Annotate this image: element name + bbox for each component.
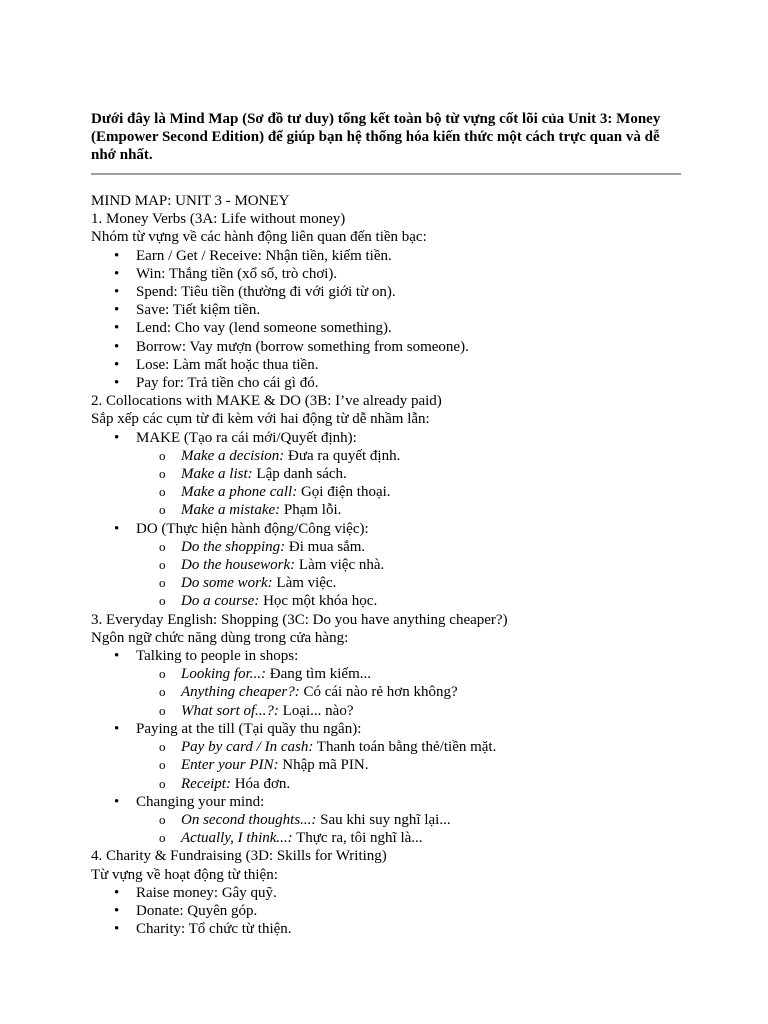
list-item-text: Lose: Làm mất hoặc thua tiền. bbox=[136, 356, 319, 373]
sub-list-item bbox=[91, 538, 681, 556]
vocab-term: Pay by card / In cash: bbox=[181, 739, 314, 756]
list-item-text: Donate: Quyên góp. bbox=[136, 902, 258, 919]
vocab-meaning: Thanh toán bằng thẻ/tiền mặt. bbox=[313, 739, 497, 756]
bullet-dot-icon: • bbox=[114, 902, 120, 919]
bullet-circle-icon: o bbox=[159, 684, 166, 700]
vocab-term: On second thoughts...: bbox=[181, 811, 317, 828]
sub-list-item bbox=[91, 702, 681, 720]
list-item bbox=[91, 247, 681, 265]
section-description: Nhóm từ vựng về các hành động liên quan đến tiền bạc: bbox=[91, 229, 427, 246]
vocab-term: Do the housework: bbox=[181, 557, 296, 574]
bullet-circle-icon: o bbox=[159, 593, 166, 609]
bullet-circle-icon: o bbox=[159, 775, 166, 791]
vocab-meaning: Loại... nào? bbox=[278, 702, 354, 719]
list-item-text: Earn / Get / Receive: Nhận tiền, kiếm tiền. bbox=[136, 247, 392, 264]
vocab-meaning: Phạm lỗi. bbox=[280, 502, 342, 519]
list-item bbox=[91, 429, 681, 447]
bullet-dot-icon: • bbox=[114, 302, 120, 319]
bullet-circle-icon: o bbox=[159, 702, 166, 718]
bullet-circle-icon: o bbox=[159, 538, 166, 554]
sub-list-item bbox=[91, 683, 681, 701]
sub-list-item bbox=[91, 829, 681, 847]
vocab-meaning: Lập danh sách. bbox=[252, 466, 347, 483]
bullet-circle-icon: o bbox=[159, 666, 166, 682]
vocab-meaning: Làm việc. bbox=[272, 575, 337, 592]
vocab-meaning: Làm việc nhà. bbox=[295, 557, 385, 574]
vocab-term: Make a mistake: bbox=[181, 502, 281, 519]
vocab-term: Actually, I think...: bbox=[181, 830, 293, 847]
bullet-dot-icon: • bbox=[114, 320, 120, 337]
section-heading: 4. Charity & Fundraising (3D: Skills for Writing) bbox=[91, 848, 387, 865]
section-description: Ngôn ngữ chức năng dùng trong cửa hàng: bbox=[91, 629, 349, 646]
sub-list-item bbox=[91, 811, 681, 829]
list-item-text: Borrow: Vay mượn (borrow something from someone). bbox=[136, 338, 469, 355]
bullet-dot-icon: • bbox=[114, 429, 120, 446]
sub-list-item bbox=[91, 775, 681, 793]
sub-list-item bbox=[91, 756, 681, 774]
list-item-text: Charity: Tổ chức từ thiện. bbox=[136, 921, 292, 938]
sub-list-item bbox=[91, 738, 681, 756]
list-item bbox=[91, 283, 681, 301]
list-item-text: Save: Tiết kiệm tiền. bbox=[136, 302, 261, 319]
vocab-term: Do some work: bbox=[181, 575, 273, 592]
bullet-circle-icon: o bbox=[159, 466, 166, 482]
vocab-term: Do a course: bbox=[181, 593, 260, 610]
vocab-meaning: Học một khóa học. bbox=[259, 593, 378, 610]
list-item bbox=[91, 374, 681, 392]
list-item bbox=[91, 338, 681, 356]
list-item bbox=[91, 319, 681, 337]
bullet-circle-icon: o bbox=[159, 447, 166, 463]
list-item bbox=[91, 301, 681, 319]
spacer bbox=[91, 175, 681, 192]
bullet-dot-icon: • bbox=[114, 884, 120, 901]
list-item bbox=[91, 920, 681, 938]
sub-list-item bbox=[91, 556, 681, 574]
sub-list-item bbox=[91, 665, 681, 683]
bullet-dot-icon: • bbox=[114, 247, 120, 264]
bullet-dot-icon: • bbox=[114, 356, 120, 373]
bullet-dot-icon: • bbox=[114, 720, 120, 737]
vocab-meaning: Gọi điện thoại. bbox=[297, 484, 391, 501]
bullet-list bbox=[91, 647, 681, 847]
list-item bbox=[91, 265, 681, 283]
section-description: Từ vựng về hoạt động từ thiện: bbox=[91, 866, 278, 883]
vocab-meaning: Đi mua sắm. bbox=[285, 538, 366, 555]
bullet-circle-icon: o bbox=[159, 502, 166, 518]
list-item bbox=[91, 884, 681, 902]
vocab-term: Receipt: bbox=[181, 775, 231, 792]
vocab-term: Make a list: bbox=[181, 466, 253, 483]
bullet-circle-icon: o bbox=[159, 739, 166, 755]
bullet-dot-icon: • bbox=[114, 338, 120, 355]
group-label: Changing your mind: bbox=[136, 793, 265, 810]
group-label: DO (Thực hiện hành động/Công việc): bbox=[136, 520, 369, 537]
bullet-circle-icon: o bbox=[159, 557, 166, 573]
section-heading: 3. Everyday English: Shopping (3C: Do you have anything cheaper?) bbox=[91, 611, 508, 628]
list-item-text: Pay for: Trả tiền cho cái gì đó. bbox=[136, 375, 319, 392]
bullet-dot-icon: • bbox=[114, 921, 120, 938]
vocab-term: Enter your PIN: bbox=[181, 757, 279, 774]
section-description: Sắp xếp các cụm từ đi kèm với hai động từ dễ nhầm lẫn: bbox=[91, 411, 430, 428]
intro-paragraph: Dưới đây là Mind Map (Sơ đồ tư duy) tổng kết toàn bộ từ vựng cốt lõi của Unit 3: Money (Empower Second Edition) để giúp bạn hệ thống hóa kiến thức một cách trực quan và dễ nhớ nhất. bbox=[91, 111, 661, 163]
section-heading: 2. Collocations with MAKE & DO (3B: I’ve already paid) bbox=[91, 393, 442, 410]
bullet-circle-icon: o bbox=[159, 811, 166, 827]
list-item bbox=[91, 356, 681, 374]
bullet-list bbox=[91, 884, 681, 939]
vocab-meaning: Đưa ra quyết định. bbox=[284, 447, 401, 464]
bullet-circle-icon: o bbox=[159, 830, 166, 846]
bullet-dot-icon: • bbox=[114, 375, 120, 392]
vocab-term: Anything cheaper?: bbox=[181, 684, 300, 701]
bullet-circle-icon: o bbox=[159, 484, 166, 500]
bullet-dot-icon: • bbox=[114, 284, 120, 301]
list-item-text: Win: Thắng tiền (xổ số, trò chơi). bbox=[136, 265, 338, 282]
list-item-text: Lend: Cho vay (lend someone something). bbox=[136, 320, 392, 337]
list-item bbox=[91, 520, 681, 538]
group-label: Paying at the till (Tại quầy thu ngân): bbox=[136, 720, 362, 737]
vocab-meaning: Hóa đơn. bbox=[230, 775, 291, 792]
bullet-dot-icon: • bbox=[114, 265, 120, 282]
vocab-term: Make a decision: bbox=[181, 447, 285, 464]
bullet-dot-icon: • bbox=[114, 520, 120, 537]
vocab-meaning: Có cái nào rẻ hơn không? bbox=[299, 684, 458, 701]
document-page bbox=[91, 110, 681, 938]
list-item bbox=[91, 902, 681, 920]
sub-list-item bbox=[91, 574, 681, 592]
vocab-term: What sort of...?: bbox=[181, 702, 279, 719]
sub-list-item bbox=[91, 465, 681, 483]
vocab-term: Do the shopping: bbox=[181, 538, 286, 555]
section-heading: 1. Money Verbs (3A: Life without money) bbox=[91, 211, 346, 228]
bullet-dot-icon: • bbox=[114, 793, 120, 810]
sub-list-item bbox=[91, 592, 681, 610]
list-item-text: Raise money: Gây quỹ. bbox=[136, 884, 277, 901]
bullet-list bbox=[91, 429, 681, 611]
vocab-meaning: Sau khi suy nghĩ lại... bbox=[316, 811, 451, 828]
list-item bbox=[91, 647, 681, 665]
sub-list-item bbox=[91, 447, 681, 465]
bullet-dot-icon: • bbox=[114, 648, 120, 665]
bullet-circle-icon: o bbox=[159, 575, 166, 591]
group-label: MAKE (Tạo ra cái mới/Quyết định): bbox=[136, 429, 357, 446]
list-item bbox=[91, 793, 681, 811]
vocab-meaning: Thực ra, tôi nghĩ là... bbox=[292, 830, 423, 847]
vocab-meaning: Nhập mã PIN. bbox=[278, 757, 369, 774]
bullet-list bbox=[91, 247, 681, 393]
vocab-meaning: Đang tìm kiếm... bbox=[266, 666, 372, 683]
vocab-term: Looking for...: bbox=[181, 666, 267, 683]
vocab-term: Make a phone call: bbox=[181, 484, 298, 501]
sub-list-item bbox=[91, 501, 681, 519]
sub-list-item bbox=[91, 483, 681, 501]
group-label: Talking to people in shops: bbox=[136, 648, 299, 665]
list-item-text: Spend: Tiêu tiền (thường đi với giới từ on). bbox=[136, 284, 396, 301]
mind-map-title: MIND MAP: UNIT 3 - MONEY bbox=[91, 193, 290, 209]
bullet-circle-icon: o bbox=[159, 757, 166, 773]
list-item bbox=[91, 720, 681, 738]
